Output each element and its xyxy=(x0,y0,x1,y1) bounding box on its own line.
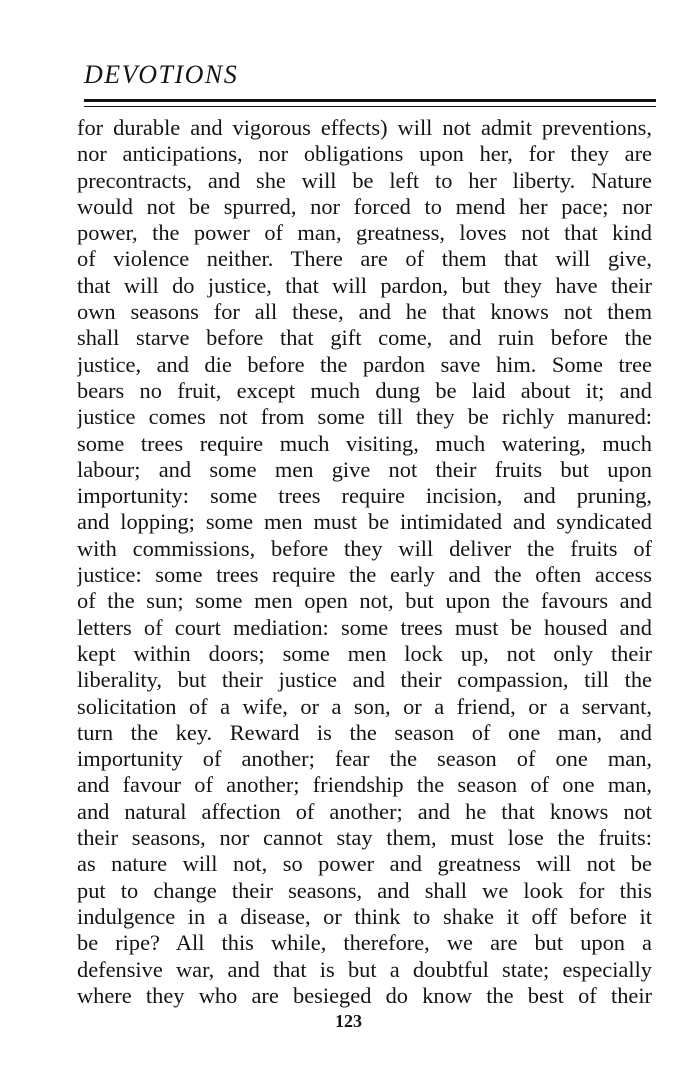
text-line: put to change their seasons, and shall we look for this xyxy=(77,877,652,903)
text-line: and favour of another; friendship the season of one man, xyxy=(77,772,652,798)
text-line: importunity: some trees require incision, and pruning, xyxy=(77,483,652,509)
text-line: shall starve before that gift come, and ruin before the xyxy=(77,325,652,351)
text-line: liberality, but their justice and their compassion, till the xyxy=(77,667,652,693)
text-line: own seasons for all these, and he that knows not them xyxy=(77,299,652,325)
text-line: would not be spurred, nor forced to mend her pace; nor xyxy=(77,193,652,219)
header-rule-thin xyxy=(84,106,656,107)
text-line: as nature will not, so power and greatness will not be xyxy=(77,851,652,877)
text-line: turn the key. Reward is the season of one man, and xyxy=(77,719,652,745)
text-line: defensive war, and that is but a doubtful state; especially xyxy=(77,956,652,982)
text-line: where they who are besieged do know the best of their xyxy=(77,982,652,1008)
text-line: be ripe? All this while, therefore, we are but upon a xyxy=(77,930,652,956)
text-line: letters of court mediation: some trees must be housed and xyxy=(77,614,652,640)
text-line: power, the power of man, greatness, loves not that kind xyxy=(77,220,652,246)
text-line: kept within doors; some men lock up, not only their xyxy=(77,640,652,666)
body-text xyxy=(77,115,652,1009)
running-head: DEVOTIONS xyxy=(84,60,239,89)
text-line: their seasons, nor cannot stay them, must lose the fruits: xyxy=(77,825,652,851)
text-line: some trees require much visiting, much watering, much xyxy=(77,430,652,456)
text-line: justice comes not from some till they be richly manured: xyxy=(77,404,652,430)
text-line: justice, and die before the pardon save him. Some tree xyxy=(77,351,652,377)
text-line: of violence neither. There are of them that will give, xyxy=(77,246,652,272)
page-number: 123 xyxy=(335,1011,362,1031)
text-line: that will do justice, that will pardon, but they have their xyxy=(77,272,652,298)
text-line: with commissions, before they will deliver the fruits of xyxy=(77,535,652,561)
text-line: importunity of another; fear the season of one man, xyxy=(77,746,652,772)
text-line: nor anticipations, nor obligations upon her, for they are xyxy=(77,141,652,167)
header-rule-thick xyxy=(84,99,656,102)
text-line: solicitation of a wife, or a son, or a friend, or a servant, xyxy=(77,693,652,719)
text-line: and lopping; some men must be intimidated and syndicated xyxy=(77,509,652,535)
text-line: justice: some trees require the early and the often access xyxy=(77,562,652,588)
text-line: and natural affection of another; and he that knows not xyxy=(77,798,652,824)
text-line: for durable and vigorous effects) will not admit preventions, xyxy=(77,115,652,140)
text-line: bears no fruit, except much dung be laid about it; and xyxy=(77,377,652,403)
text-line: indulgence in a disease, or think to shake it off before it xyxy=(77,903,652,929)
text-line: of the sun; some men open not, but upon the favours and xyxy=(77,588,652,614)
text-line: labour; and some men give not their fruits but upon xyxy=(77,456,652,482)
text-line: precontracts, and she will be left to her liberty. Nature xyxy=(77,167,652,193)
